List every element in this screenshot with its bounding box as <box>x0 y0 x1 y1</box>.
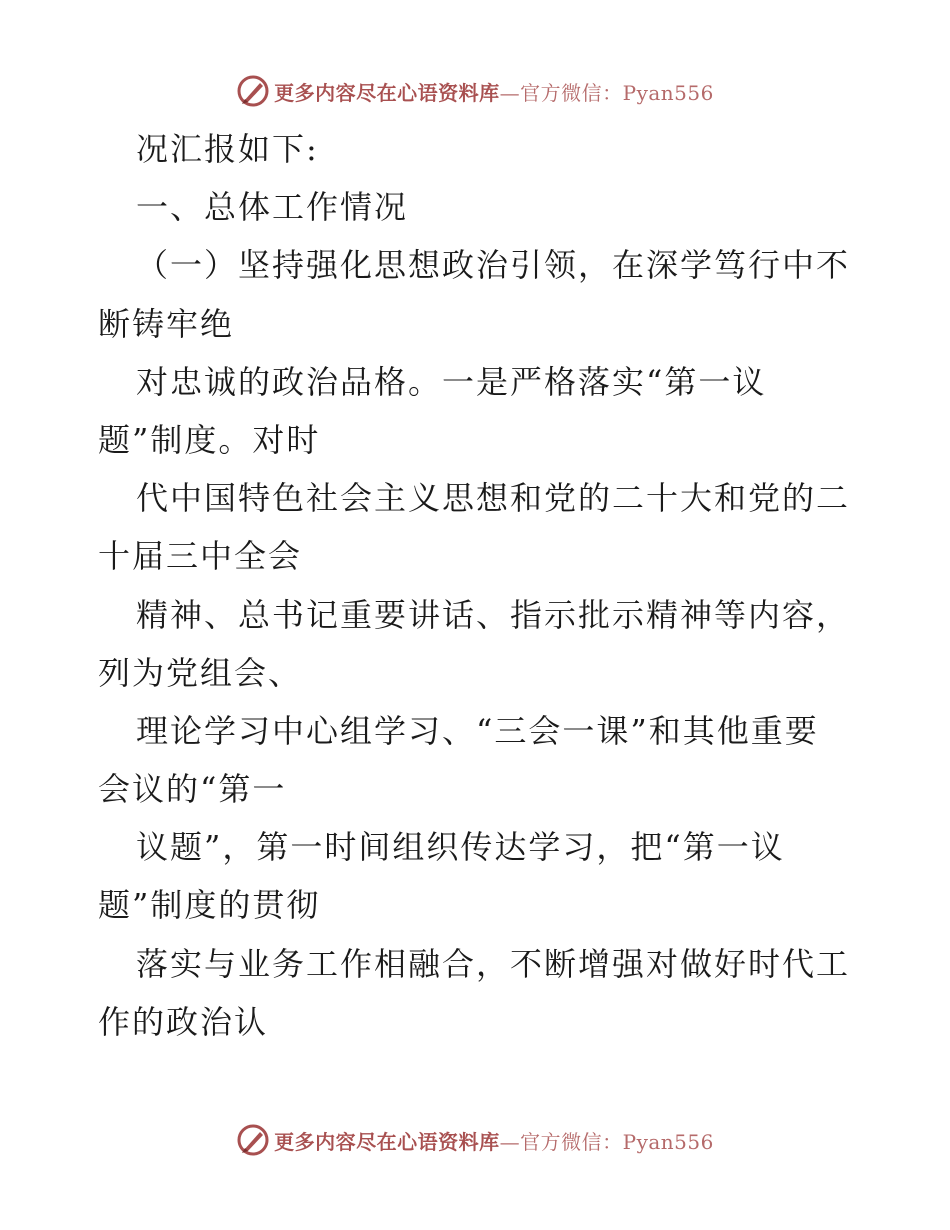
text-line: 理论学习中心组学习、“三会一课”和其他重要 <box>136 711 819 750</box>
text-line: 题”制度。对时 <box>98 420 321 459</box>
text-line: （一）坚持强化思想政治引领，在深学笃行中不 <box>136 246 851 285</box>
text-line: 议题”，第一时间组织传达学习，把“第一议 <box>136 828 785 867</box>
text-line: 代中国特色社会主义思想和党的二十大和党的二 <box>136 479 851 518</box>
text-line: 况汇报如下: <box>136 130 319 168</box>
text-line: 作的政治认 <box>98 1002 269 1041</box>
text-line: 十届三中全会 <box>98 537 303 576</box>
text-line: 会议的“第一 <box>98 770 287 809</box>
text-line: 列为党组会、 <box>98 653 303 692</box>
document-body <box>98 120 858 1051</box>
pen-logo-icon <box>236 74 270 108</box>
footer-watermark <box>0 1120 950 1160</box>
watermark-text: 更多内容尽在心语资料库—官方微信：Pyan556 <box>274 1129 714 1154</box>
text-line: 精神、总书记重要讲话、指示批示精神等内容， <box>136 595 851 634</box>
text-line: 一、总体工作情况 <box>136 188 409 227</box>
text-line: 断铸牢绝 <box>98 304 235 343</box>
watermark-text: 更多内容尽在心语资料库—官方微信：Pyan556 <box>274 80 714 105</box>
header-watermark <box>0 71 950 111</box>
text-line: 对忠诚的政治品格。一是严格落实“第一议 <box>136 362 767 401</box>
text-line: 题”制度的贯彻 <box>98 886 321 925</box>
pen-logo-icon <box>236 1123 270 1157</box>
text-line: 落实与业务工作相融合，不断增强对做好时代工 <box>136 944 851 983</box>
